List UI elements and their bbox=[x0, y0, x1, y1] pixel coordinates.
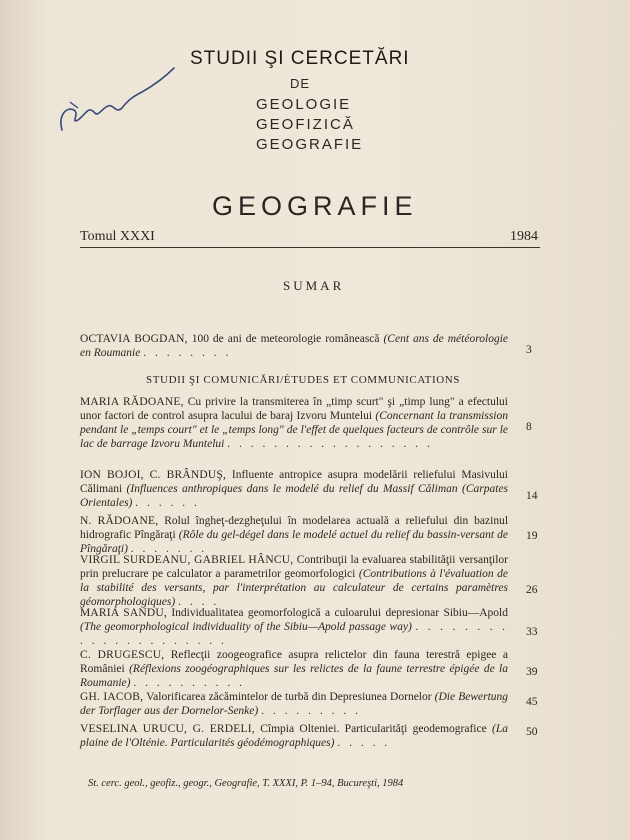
entry-page-number: 50 bbox=[526, 726, 538, 738]
series-connector: DE bbox=[290, 76, 311, 91]
contents-entry bbox=[80, 722, 508, 750]
section-title: GEOGRAFIE bbox=[212, 191, 418, 221]
header-rule bbox=[80, 247, 540, 248]
entry-leader-dots: . . . . . . bbox=[135, 497, 200, 509]
entry-translation: (The geomorphological individuality of the Sibiu—Apold passage way) bbox=[80, 621, 412, 633]
entry-author: VESELINA URUCU, G. ERDELI, bbox=[80, 723, 255, 735]
contents-entry bbox=[80, 648, 508, 690]
entry-author: ION BOJOI, C. BRÂNDUŞ, bbox=[80, 469, 227, 481]
entry-title: Contribuţii la evaluarea stabilităţii versanţilor prin prelucrare pe calculator a parametrilor geomorfologici bbox=[80, 554, 508, 580]
entry-page-number: 14 bbox=[526, 490, 538, 502]
entry-author: GH. IACOB, bbox=[80, 691, 144, 703]
entry-translation: (La plaine de l'Olténie. Particularités géodémographiques) bbox=[80, 723, 509, 749]
entry-page-number: 39 bbox=[526, 666, 538, 678]
discipline-geophysics: GEOFIZICĂ bbox=[256, 116, 355, 133]
entry-author: N. RĂDOANE, bbox=[80, 515, 159, 527]
entry-title: Cîmpia Olteniei. Particularităţi geodemografice bbox=[260, 723, 487, 735]
contents-entry bbox=[80, 553, 508, 609]
entry-page-number: 33 bbox=[526, 626, 538, 638]
entry-leader-dots: . . . . . bbox=[337, 737, 391, 749]
entry-title: Valorificarea zăcămintelor de turbă din Depresiunea Dornelor bbox=[146, 691, 432, 703]
series-title: STUDII ŞI CERCETĂRI bbox=[190, 48, 410, 69]
entry-title: Rolul îngheţ-dezgheţului în modelarea actuală a reliefului din bazinul hidrografic Pîngăraţi bbox=[80, 515, 509, 541]
contents-entry bbox=[80, 332, 508, 360]
entry-title: Individualitatea geomorfologică a culoarului depresionar Sibiu—Apold bbox=[171, 607, 508, 619]
entry-author: MARIA RĂDOANE, bbox=[80, 396, 184, 408]
year-label: 1984 bbox=[510, 229, 538, 244]
contents-entry bbox=[80, 606, 508, 648]
entry-page-number: 19 bbox=[526, 530, 538, 542]
entry-translation: (Influences anthropiques dans le modelé du relief du Massif Căliman (Carpates Orientales) bbox=[80, 483, 508, 509]
section-heading: STUDII ŞI COMUNICĂRI/ÉTUDES ET COMMUNICATIONS bbox=[146, 374, 461, 386]
entry-title: Cu privire la transmiterea în „timp scurt" şi „timp lung" a efectului unor factori de control asupra lacului de baraj Izvoru Muntelui bbox=[80, 396, 508, 422]
entry-page-number: 8 bbox=[526, 421, 532, 433]
entry-leader-dots: . . . . . . . bbox=[130, 543, 208, 555]
entry-leader-dots: . . . . . . . . . . . . . . . . . . bbox=[227, 438, 433, 450]
entry-author: C. DRUGESCU, bbox=[80, 649, 165, 661]
entry-leader-dots: . . . . . . . . . . bbox=[133, 677, 245, 689]
volume-label: Tomul XXXI bbox=[80, 229, 155, 244]
handwritten-signature bbox=[48, 62, 178, 142]
entry-translation: (Cent ans de météorologie en Roumanie bbox=[80, 333, 508, 359]
entry-author: MARIA SANDU, bbox=[80, 607, 167, 619]
entry-leader-dots: . . . . . . . . . . . . . . . . . . . . . bbox=[80, 621, 508, 647]
entry-translation: (Concernant la transmission pendant le „temps court" et le „temps long" de l'effet de quelques facteurs de contrôle sur le lac de barrage Izvoru Muntelui bbox=[80, 410, 509, 450]
entry-page-number: 3 bbox=[526, 344, 532, 356]
entry-author: OCTAVIA BOGDAN, bbox=[80, 333, 188, 345]
entry-title: Reflecţii zoogeografice asupra relictelor din fauna terestră epigee a României bbox=[80, 649, 508, 675]
entry-leader-dots: . . . . . . . . bbox=[143, 347, 232, 359]
entry-page-number: 26 bbox=[526, 584, 538, 596]
entry-title: Influente antropice asupra modelării reliefului Masivului Călimani bbox=[80, 469, 508, 495]
entry-translation: (Contributions à l'évaluation de la stabilité des versants, par l'interprétation au calculateur de certains paramètres géomorphologiques) bbox=[80, 568, 508, 608]
contents-entry bbox=[80, 468, 508, 510]
entry-translation: (Rôle du gel-dégel dans le modelé actuel du relief du bassin-versant de Pîngăraţi) bbox=[80, 529, 509, 555]
entry-translation: (Die Bewertung der Torflager aus der Dornelor-Senke) bbox=[80, 691, 509, 717]
contents-entry bbox=[80, 395, 508, 451]
entry-author: VIRGIL SURDEANU, GABRIEL HÂNCU, bbox=[80, 554, 294, 566]
contents-entry bbox=[80, 514, 508, 556]
entry-page-number: 45 bbox=[526, 696, 538, 708]
entry-leader-dots: . . . . bbox=[178, 596, 220, 608]
contents-heading: SUMAR bbox=[283, 278, 345, 293]
contents-entry bbox=[80, 690, 508, 718]
discipline-geology: GEOLOGIE bbox=[256, 96, 352, 113]
entry-translation: (Réflexions zoogéographiques sur les relictes de la faune terrestre épigée de la Roumanie) bbox=[80, 663, 508, 689]
entry-leader-dots: . . . . . . . . . bbox=[261, 705, 361, 717]
discipline-geography: GEOGRAFIE bbox=[256, 136, 364, 153]
entry-title: 100 de ani de meteorologie românească bbox=[191, 333, 380, 345]
citation-footer: St. cerc. geol., geofiz., geogr., Geografie, T. XXXI, P. 1–94, Bucureşti, 1984 bbox=[88, 778, 404, 789]
